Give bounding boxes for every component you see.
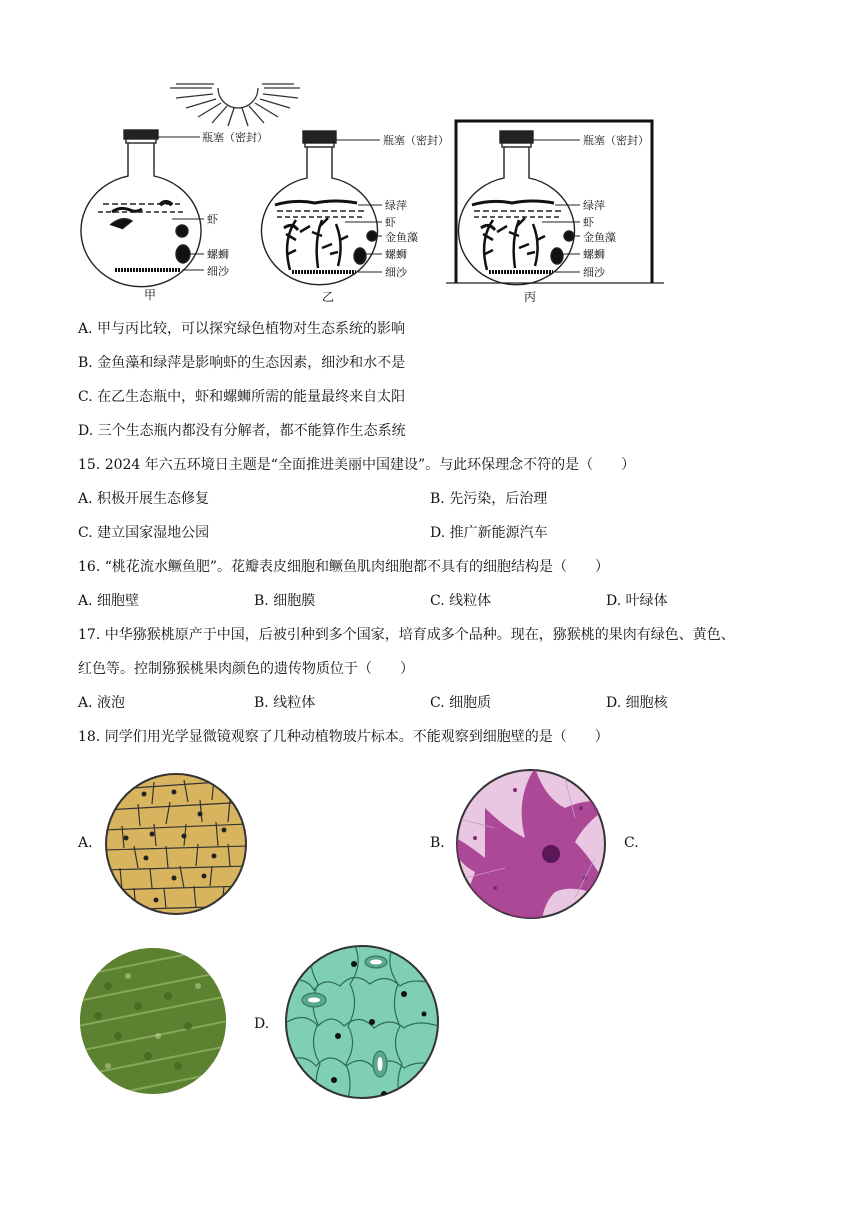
- label-snail-bing: 螺蛳: [583, 248, 605, 261]
- q16-option-c[interactable]: C. 线粒体: [430, 593, 492, 609]
- label-snail-yi: 螺蛳: [385, 248, 407, 261]
- onion-epidermis-image[interactable]: [104, 770, 248, 918]
- flask-jia: [81, 130, 201, 287]
- label-stopper-jia: 瓶塞（密封）: [202, 131, 268, 144]
- label-shrimp-bing: 虾: [583, 216, 594, 229]
- label-stopper-yi: 瓶塞（密封）: [383, 134, 449, 147]
- leaf-cells-image[interactable]: [78, 946, 228, 1096]
- q18-option-a-label[interactable]: A.: [78, 835, 93, 851]
- label-hornwort-bing: 金鱼藻: [583, 231, 616, 244]
- q14-option-b[interactable]: B. 金鱼藻和绿萍是影响虾的生态因素，细沙和水不是: [78, 355, 406, 371]
- q17-option-a[interactable]: A. 液泡: [78, 695, 126, 711]
- caption-bing: 丙: [524, 290, 537, 304]
- label-duckweed-yi: 绿萍: [385, 199, 407, 212]
- eco-bottle-figure: [0, 0, 860, 310]
- label-hornwort-yi: 金鱼藻: [385, 231, 418, 244]
- flask-yi: [262, 131, 378, 285]
- q16-option-b[interactable]: B. 细胞膜: [254, 593, 316, 609]
- eco-bottle-drawing: [0, 0, 860, 310]
- q15-option-d[interactable]: D. 推广新能源汽车: [430, 525, 548, 541]
- q16-option-a[interactable]: A. 细胞壁: [78, 593, 140, 609]
- label-sand-bing: 细沙: [583, 266, 605, 279]
- label-stopper-bing: 瓶塞（密封）: [583, 134, 649, 147]
- label-snail-jia: 螺蛳: [207, 248, 229, 261]
- label-duckweed-bing: 绿萍: [583, 199, 605, 212]
- flask-bing: [459, 131, 575, 285]
- leaf-epidermis-image[interactable]: [284, 944, 440, 1100]
- q17-stem-line2: 红色等。控制猕猴桃果肉颜色的遗传物质位于（ ）: [78, 661, 414, 677]
- label-sand-jia: 细沙: [207, 265, 229, 278]
- label-sand-yi: 细沙: [385, 266, 407, 279]
- q15-stem: 15. 2024 年六五环境日主题是“全面推进美丽中国建设”。与此环保理念不符的是（ ）: [78, 457, 636, 473]
- q18-option-d-label[interactable]: D.: [254, 1016, 270, 1032]
- label-shrimp-yi: 虾: [385, 216, 396, 229]
- animal-cell-image[interactable]: [455, 768, 607, 920]
- q17-stem-line1: 17. 中华猕猴桃原产于中国，后被引种到多个国家，培育成多个品种。现在，猕猴桃的果肉有绿色、黄色、: [78, 627, 735, 643]
- q14-option-d[interactable]: D. 三个生态瓶内都没有分解者，都不能算作生态系统: [78, 423, 406, 439]
- caption-jia: 甲: [144, 288, 157, 302]
- q18-option-b-label[interactable]: B.: [430, 835, 445, 851]
- q17-option-d[interactable]: D. 细胞核: [606, 695, 668, 711]
- q18-option-c-label[interactable]: C.: [624, 835, 639, 851]
- q16-stem: 16. “桃花流水鳜鱼肥”。花瓣表皮细胞和鳜鱼肌肉细胞都不具有的细胞结构是（ ）: [78, 559, 610, 575]
- q15-option-a[interactable]: A. 积极开展生态修复: [78, 491, 210, 507]
- q15-option-c[interactable]: C. 建立国家湿地公园: [78, 525, 210, 541]
- sun-icon: [170, 84, 300, 126]
- q17-option-c[interactable]: C. 细胞质: [430, 695, 492, 711]
- q14-option-c[interactable]: C. 在乙生态瓶中，虾和螺蛳所需的能量最终来自太阳: [78, 389, 406, 405]
- label-shrimp-jia: 虾: [207, 213, 218, 226]
- q15-option-b[interactable]: B. 先污染，后治理: [430, 491, 548, 507]
- q16-option-d[interactable]: D. 叶绿体: [606, 593, 668, 609]
- q18-stem: 18. 同学们用光学显微镜观察了几种动植物玻片标本。不能观察到细胞壁的是（ ）: [78, 729, 609, 745]
- q14-option-a[interactable]: A. 甲与丙比较，可以探究绿色植物对生态系统的影响: [78, 321, 406, 337]
- q17-option-b[interactable]: B. 线粒体: [254, 695, 316, 711]
- caption-yi: 乙: [322, 290, 335, 304]
